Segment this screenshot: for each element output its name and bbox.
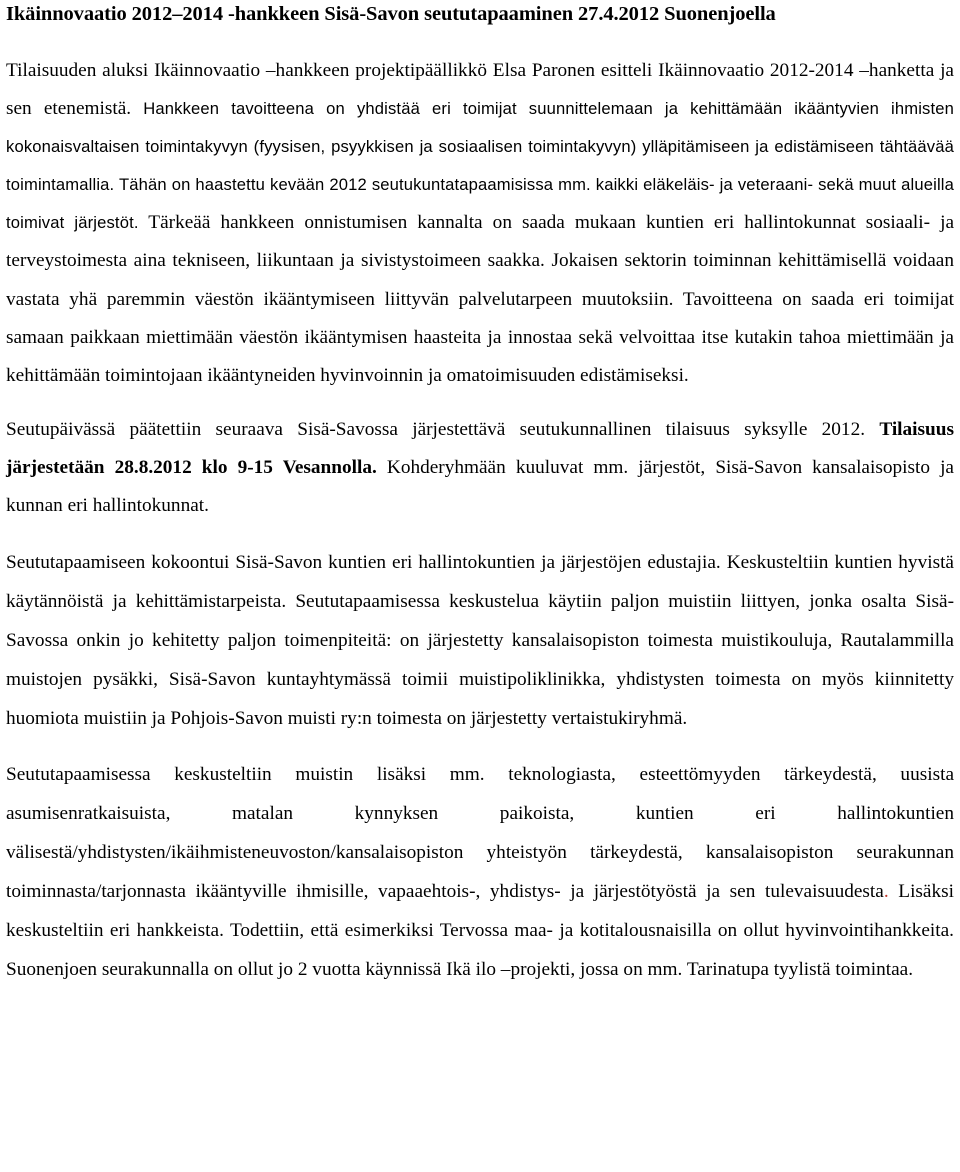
paragraph-project-introduction (6, 52, 954, 395)
paragraph-rest-text: Tärkeää hankkeen onnistumisen kannalta on saada mukaan kuntien eri hallintokunnat sosiaali- ja terveystoimesta aina tekniseen, liikuntaan ja sivistystoimeen saakka. Jokaisen sektorin toiminnan kehittämisellä voidaan vastata yhä paremmin väestön ikääntymiseen liittyvän palvelutarpeen muutoksiin. Tavoitteena on saada eri toimijat samaan paikkaan miettimään väestön ikääntymisen haasteita ja innostaa sekä velvoittaa itse kutakin tahoa miettimään ja kehittämään toimintojaan ikääntyneiden hyvinvoinnin ja omatoimisuuden edistämiseksi. (6, 212, 954, 386)
next-event-audience-text: Kohderyhmään kuuluvat mm. järjestöt, Sisä-Savon kansalaisopisto ja kunnan eri hallintokunnat. (6, 456, 954, 516)
other-topics-text: Seututapaamisessa keskusteltiin muistin lisäksi mm. teknologiasta, esteettömyyden tärkeydestä, uusista asumisenratkaisuista, matalan kynnyksen paikoista, kuntien eri hallintokuntien välisestä/yhdistysten/ikäihmisteneuvoston/kansalaisopiston yhteistyön tärkeydestä, kansalaisopiston seurakunnan toiminnasta/tarjonnasta ikääntyville ihmisille, vapaaehtois-, yhdistys- ja järjestötyöstä ja sen tulevaisuudesta (6, 763, 954, 902)
paragraph-intro-text: Tilaisuuden aluksi Ikäinnovaatio –hankkeen projektipäällikkö Elsa Paronen esitteli Ikäinnovaatio 2012-2014 –hanketta ja sen etenemistä. (6, 60, 954, 120)
document-page (6, 0, 954, 989)
next-event-intro-text: Seutupäivässä päätettiin seuraava Sisä-Savossa järjestettävä seutukunnallinen tilaisuus syksylle 2012. (6, 418, 880, 440)
next-event-date-text: Tilaisuus järjestetään 28.8.2012 klo 9-15 Vesannolla. (6, 418, 954, 478)
projects-text: Lisäksi keskusteltiin eri hankkeista. Todettiin, että esimerkiksi Tervossa maa- ja kotitalousnaisilla on ollut hyvinvointihankkeita. Suonenjoen seurakunnalla on ollut jo 2 vuotta käynnissä Ikä ilo –projekti, jossa on mm. Tarinatupa tyylistä toimintaa. (6, 880, 954, 980)
project-goal-text: Hankkeen tavoitteena on yhdistää eri toimijat suunnittelemaan ja kehittämään ikääntyvien ihmisten kokonaisvaltaisen toimintakyvyn (fyysisen, psyykkisen ja sosiaalisen toimintakyvyn) ylläpitämiseen ja edistämiseen tähtäävää toimintamallia. Tähän on haastettu kevään 2012 seutukuntatapaamisissa mm. kaikki eläkeläis- ja veteraani- sekä muut alueilla toimivat järjestöt. (6, 99, 955, 233)
document-title: Ikäinnovaatio 2012–2014 -hankkeen Sisä-Savon seututapaaminen 27.4.2012 Suonenjoella (6, 3, 776, 25)
paragraph-meeting-discussion: Seututapaamiseen kokoontui Sisä-Savon kuntien eri hallintokuntien ja järjestöjen edustajia. Keskusteltiin kuntien hyvistä käytännöistä ja kehittämistarpeista. Seututapaamisessa keskustelua käytiin paljon muistiin liittyen, jonka osalta Sisä-Savossa onkin jo kehitetty paljon toimenpiteitä: on järjestetty kansalaisopiston toimesta muistikouluja, Rautalammilla muistojen pysäkki, Sisä-Savon kuntayhtymässä toimii muistipoliklinikka, yhdistysten toimesta on myös kiinnitetty huomiota muistiin ja Pohjois-Savon muisti ry:n toimesta on järjestetty vertaistukiryhmä. (6, 551, 954, 729)
paragraph-next-event (6, 411, 954, 525)
highlighted-period: . (883, 880, 889, 902)
paragraph-other-topics (6, 755, 954, 989)
